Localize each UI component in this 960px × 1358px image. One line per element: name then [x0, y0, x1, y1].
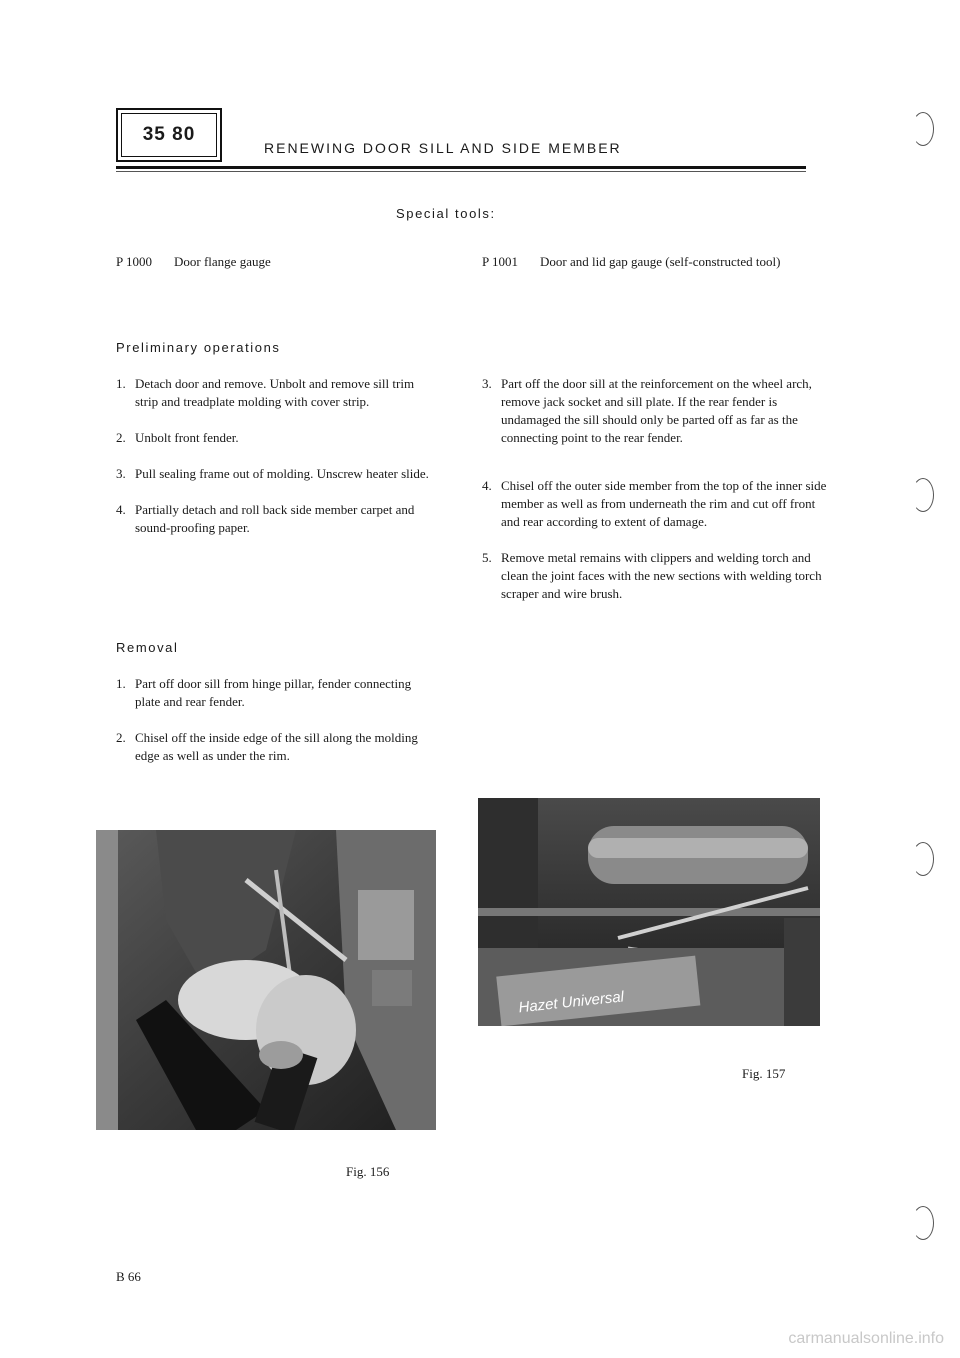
tool-name: Door and lid gap gauge (self-constructed tool) [540, 254, 781, 269]
page-number: B 66 [116, 1269, 141, 1284]
figure-157-caption: Fig. 157 [742, 1066, 786, 1081]
figure-156-photo [96, 830, 436, 1130]
header-rule-thin [116, 171, 806, 172]
list-item: 1. Part off door sill from hinge pillar, fender connecting plate and rear fender. [116, 676, 412, 709]
special-tools-heading: Special tools: [396, 206, 496, 221]
list-item: 1. Detach door and remove. Unbolt and remove sill trim strip and treadplate molding with cover strip. [116, 376, 415, 409]
header-rule [116, 166, 806, 169]
photo-brand-label: Hazet Universal [517, 988, 625, 1017]
figure-156-illustration [96, 830, 436, 1130]
list-item: 4. Chisel off the outer side member from the top of the inner side member as well as from underneath the rim and cut off front and rear according to extent of damage. [482, 478, 827, 529]
figure-157-photo [478, 798, 820, 1026]
preliminary-steps [116, 375, 438, 555]
binder-hole-decoration [912, 1206, 934, 1240]
tool-name: Door flange gauge [174, 254, 271, 269]
binder-hole-decoration [912, 842, 934, 876]
tool-code: P 1000 [116, 254, 152, 269]
figure-156-caption: Fig. 156 [346, 1164, 390, 1179]
list-item: 4. Partially detach and roll back side member carpet and sound-proofing paper. [116, 502, 415, 535]
section-code-box [116, 108, 222, 162]
removal-steps-right [482, 375, 828, 621]
list-item: 3. Pull sealing frame out of molding. Unscrew heater slide. [116, 466, 429, 481]
removal-heading: Removal [116, 640, 179, 655]
binder-hole-decoration [912, 478, 934, 512]
page-title: RENEWING DOOR SILL AND SIDE MEMBER [264, 140, 622, 156]
list-item: 3. Part off the door sill at the reinforcement on the wheel arch, remove jack socket and sill plate. If the rear fender is undamaged the sill should only be parted off as far as the connecting point to the rear fender. [482, 376, 812, 445]
tool-code: P 1001 [482, 254, 518, 269]
preliminary-heading: Preliminary operations [116, 340, 281, 355]
figure-157-illustration [478, 798, 820, 1026]
tool-item [482, 253, 812, 271]
binder-hole-decoration [912, 112, 934, 146]
watermark: carmanualsonline.info [788, 1330, 944, 1347]
removal-steps-left [116, 675, 438, 783]
section-code: 35 80 [121, 113, 217, 157]
tool-item [116, 253, 416, 271]
list-item: 2. Unbolt front fender. [116, 430, 239, 445]
list-item: 2. Chisel off the inside edge of the sill along the molding edge as well as under the rim. [116, 730, 418, 763]
list-item: 5. Remove metal remains with clippers and welding torch and clean the joint faces with the new sections with welding torch scraper and wire brush. [482, 550, 822, 601]
